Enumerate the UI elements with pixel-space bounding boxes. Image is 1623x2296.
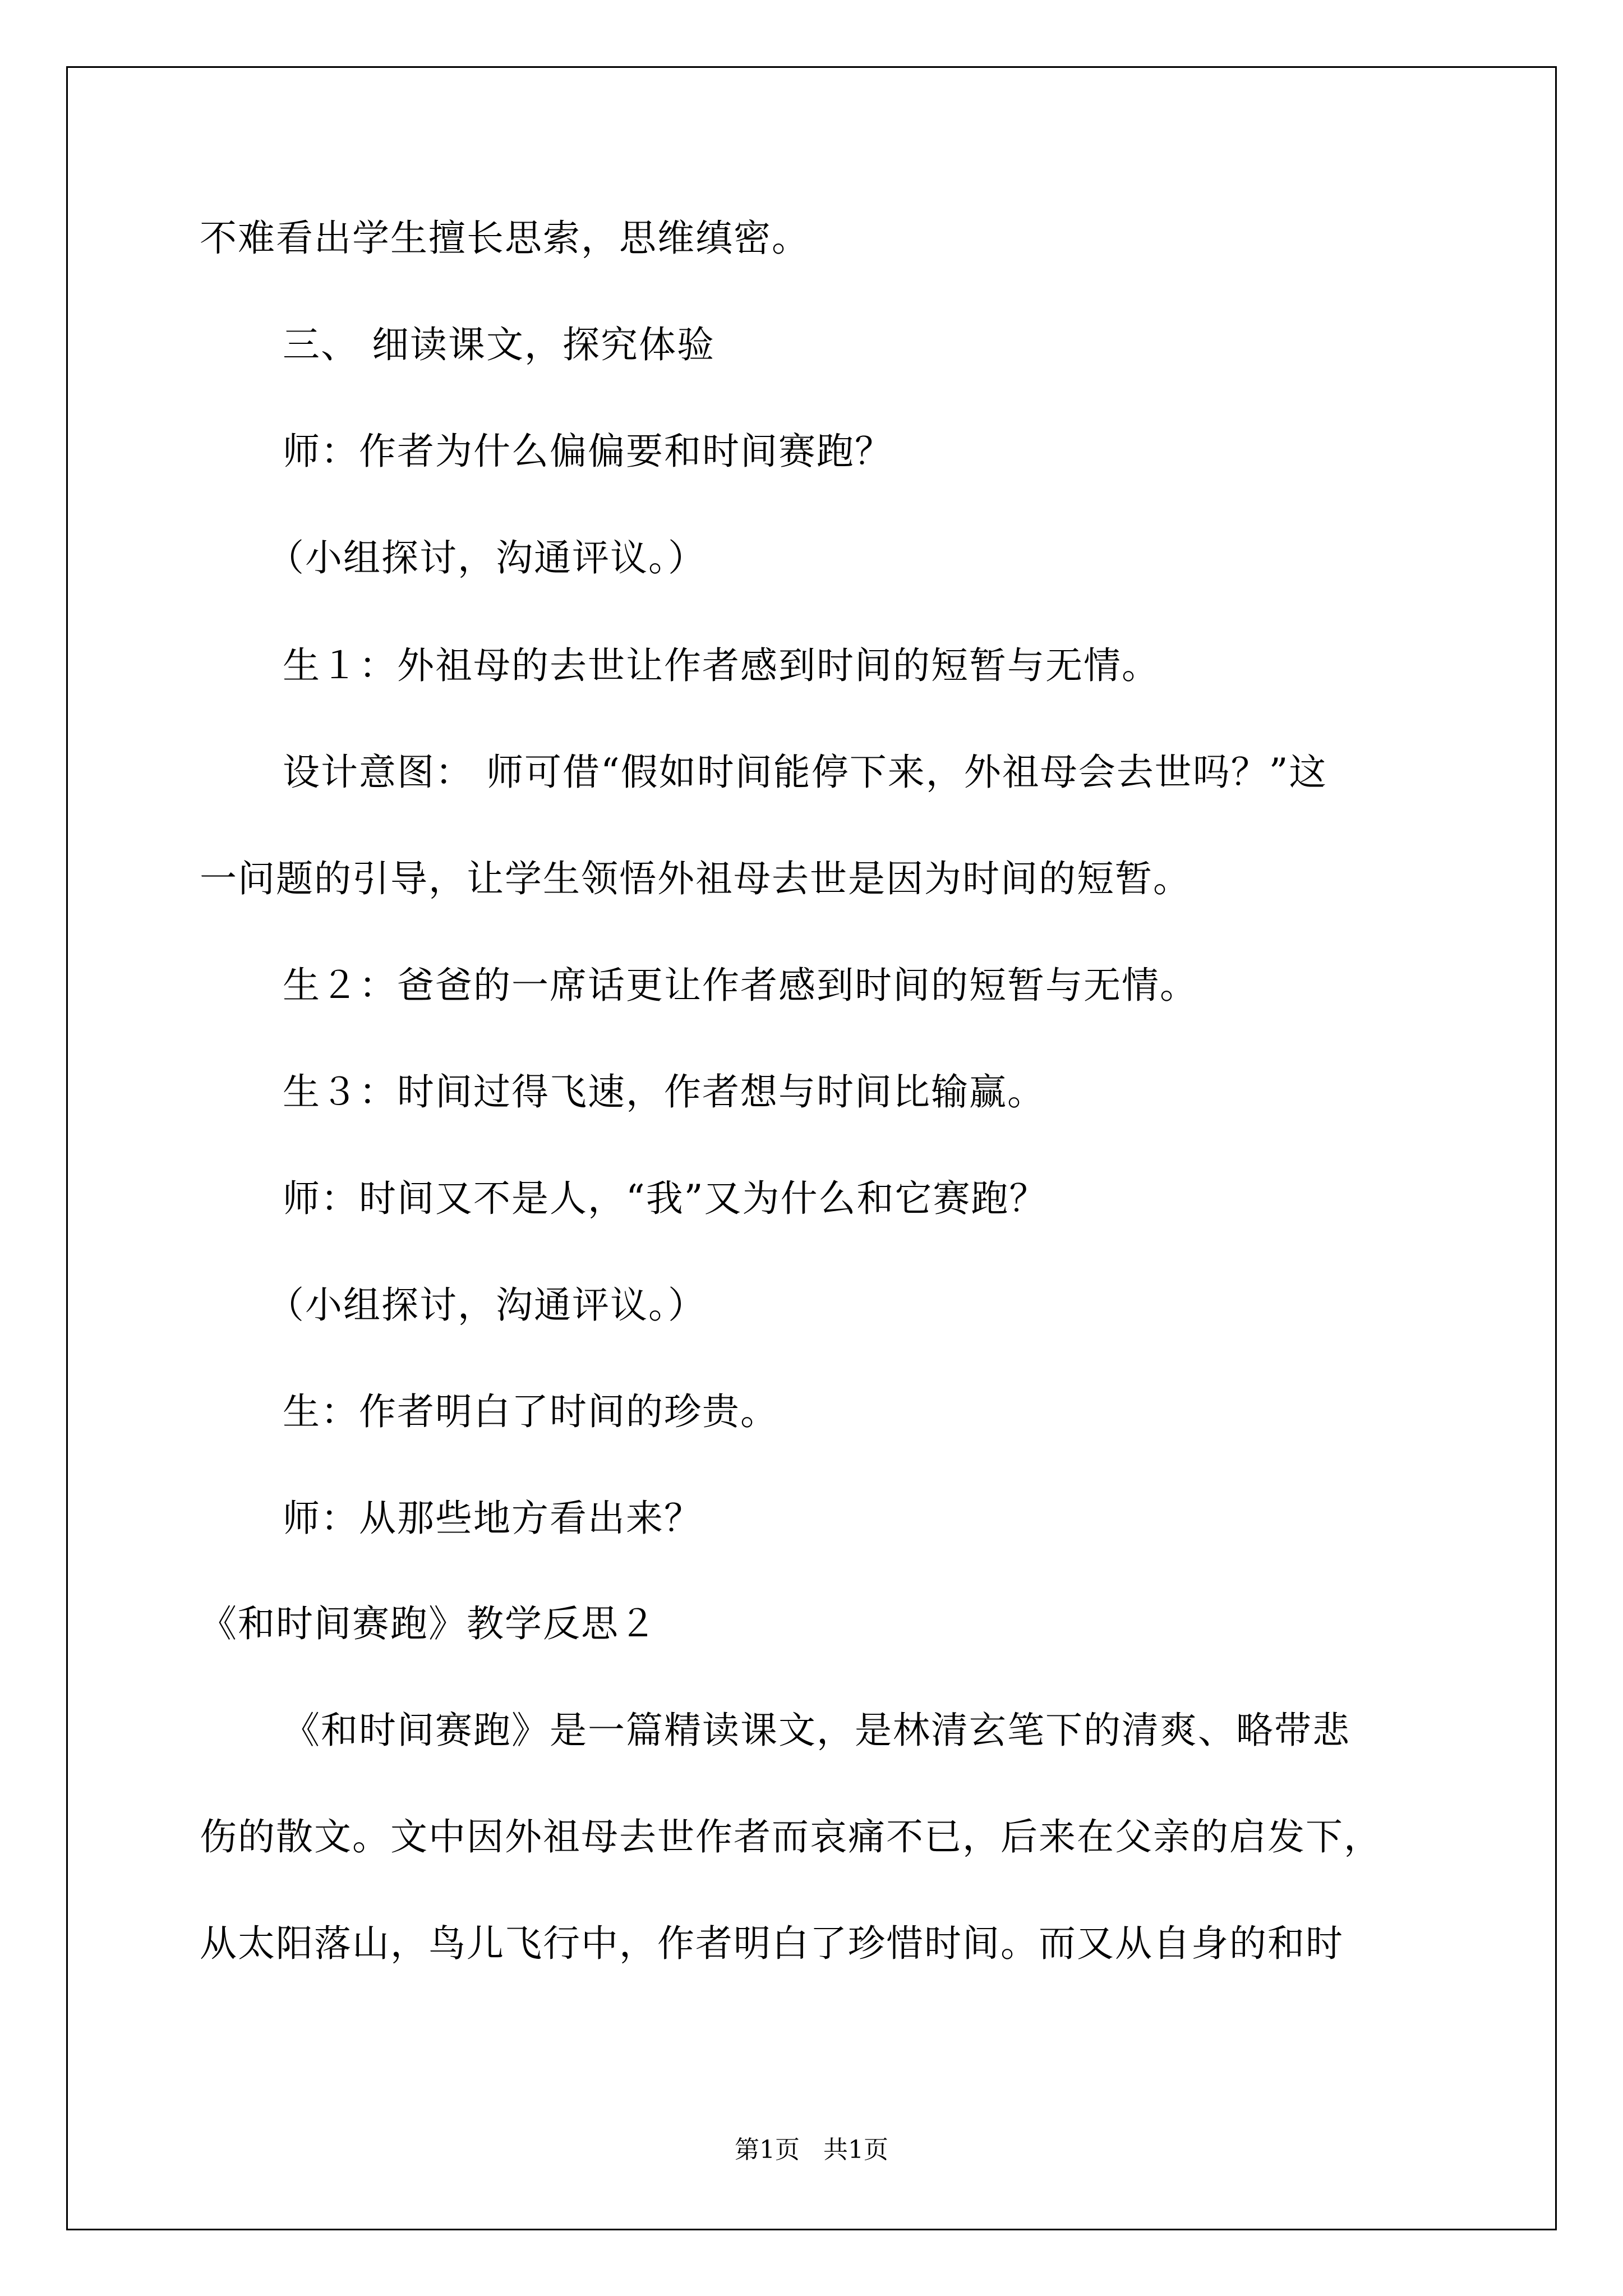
text-line: 伤的散文。文中因外祖母去世作者而哀痛不已，后来在父亲的启发下， xyxy=(200,1815,1382,1858)
text-line: 生２：爸爸的一席话更让作者感到时间的短暂与无情。 xyxy=(283,964,1198,1007)
page-number-total: 共1页 xyxy=(823,2136,888,2164)
article-title: 《和时间赛跑》教学反思２ xyxy=(200,1602,657,1645)
section-heading: 三、 细读课文，探究体验 xyxy=(283,323,715,366)
page-border xyxy=(66,66,1557,2230)
page-footer xyxy=(0,2134,1623,2166)
text-line: 师：时间又不是人，“我”又为什么和它赛跑？ xyxy=(283,1177,1048,1220)
text-line: 生：作者明白了时间的珍贵。 xyxy=(283,1390,778,1433)
text-line: 设计意图： 师可借“假如时间能停下来，外祖母会去世吗？”这 xyxy=(283,751,1327,794)
text-line: 从太阳落山，鸟儿飞行中，作者明白了珍惜时间。而又从自身的和时 xyxy=(200,1922,1344,1965)
text-line: 一问题的引导，让学生领悟外祖母去世是因为时间的短暂。 xyxy=(200,857,1191,900)
text-line: 师：作者为什么偏偏要和时间赛跑？ xyxy=(283,430,893,473)
text-line: 生１：外祖母的去世让作者感到时间的短暂与无情。 xyxy=(283,644,1160,687)
text-line: （小组探讨，沟通评议。） xyxy=(267,536,706,579)
page-number-current: 第1页 xyxy=(735,2136,800,2164)
text-line: 生３：时间过得飞速，作者想与时间比输赢。 xyxy=(283,1070,1045,1114)
text-line: 《和时间赛跑》是一篇精读课文，是林清玄笔下的清爽、略带悲 xyxy=(283,1709,1350,1752)
text-line: 师：从那些地方看出来？ xyxy=(283,1497,702,1540)
text-line: （小组探讨，沟通评议。） xyxy=(267,1283,706,1327)
text-line: 不难看出学生擅长思索，思维缜密。 xyxy=(200,217,810,260)
